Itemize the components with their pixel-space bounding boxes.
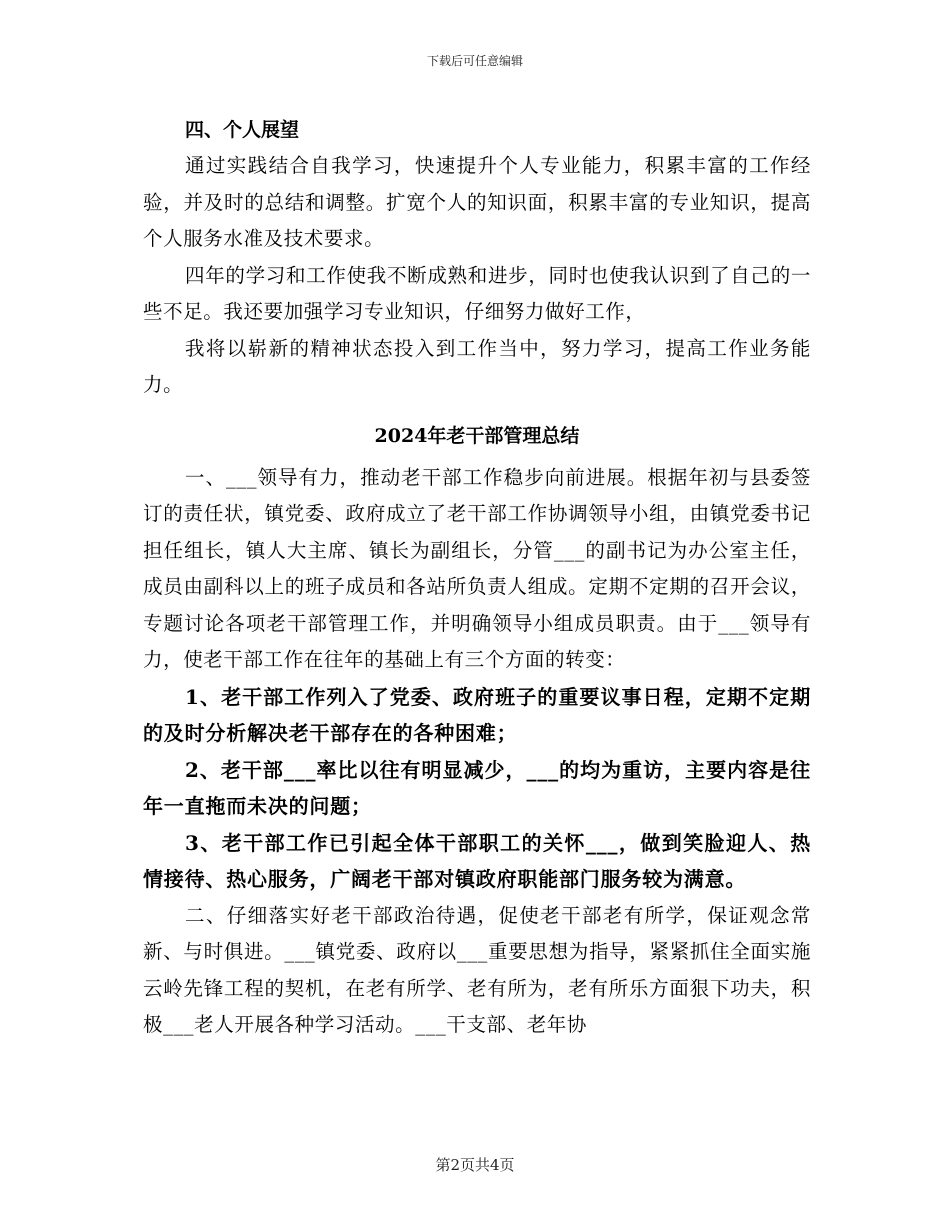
document-title: 2024年老干部管理总结	[374, 424, 580, 447]
paragraph: 一、___领导有力，推动老干部工作稳步向前进展。根据年初与县委签订的责任状，镇党委、政府成立了老干部工作协调领导小组，由镇党委书记担任组长，镇人大主席、镇长为副组长，分管___的副书记为办公室主任，成员由副科以上的班子成员和各站所负责人组成。定期不定期的召开会议，专题讨论各项老干部管理工作，并明确领导小组成员职责。由于___领导有力，使老干部工作在往年的基础上有三个方面的转变：	[143, 465, 811, 671]
document-body	[143, 112, 811, 1044]
list-item: 1、老干部工作列入了党委、政府班子的重要议事日程，定期不定期的及时分析解决老干部存在的各种困难；	[143, 684, 811, 745]
list-item: 2、老干部___率比以往有明显减少，___的均为重访，主要内容是往年一直拖而未决的问题；	[143, 757, 811, 818]
page-number: 第2页共4页	[435, 1156, 515, 1174]
paragraph: 二、仔细落实好老干部政治待遇，促使老干部老有所学，保证观念常新、与时俱进。___镇党委、政府以___重要思想为指导，紧紧抓住全面实施云岭先锋工程的契机，在老有所学、老有所为，老有所乐方面狠下功夫，积极___老人开展各种学习活动。___干支部、老年协	[143, 903, 811, 1036]
section-heading: 四、个人展望	[185, 119, 300, 141]
paragraph: 通过实践结合自我学习，快速提升个人专业能力，积累丰富的工作经验，并及时的总结和调整。扩宽个人的知识面，积累丰富的专业知识，提高个人服务水准及技术要求。	[143, 154, 811, 250]
header-note: 下载后可任意编辑	[426, 54, 523, 68]
paragraph: 四年的学习和工作使我不断成熟和进步，同时也使我认识到了自己的一些不足。我还要加强学习专业知识，仔细努力做好工作，	[143, 263, 811, 323]
paragraph: 我将以崭新的精神状态投入到工作当中，努力学习，提高工作业务能力。	[143, 336, 811, 396]
list-item: 3、老干部工作已引起全体干部职工的关怀___，做到笑脸迎人、热情接待、热心服务，广阔老干部对镇政府职能部门服务较为满意。	[143, 830, 811, 891]
